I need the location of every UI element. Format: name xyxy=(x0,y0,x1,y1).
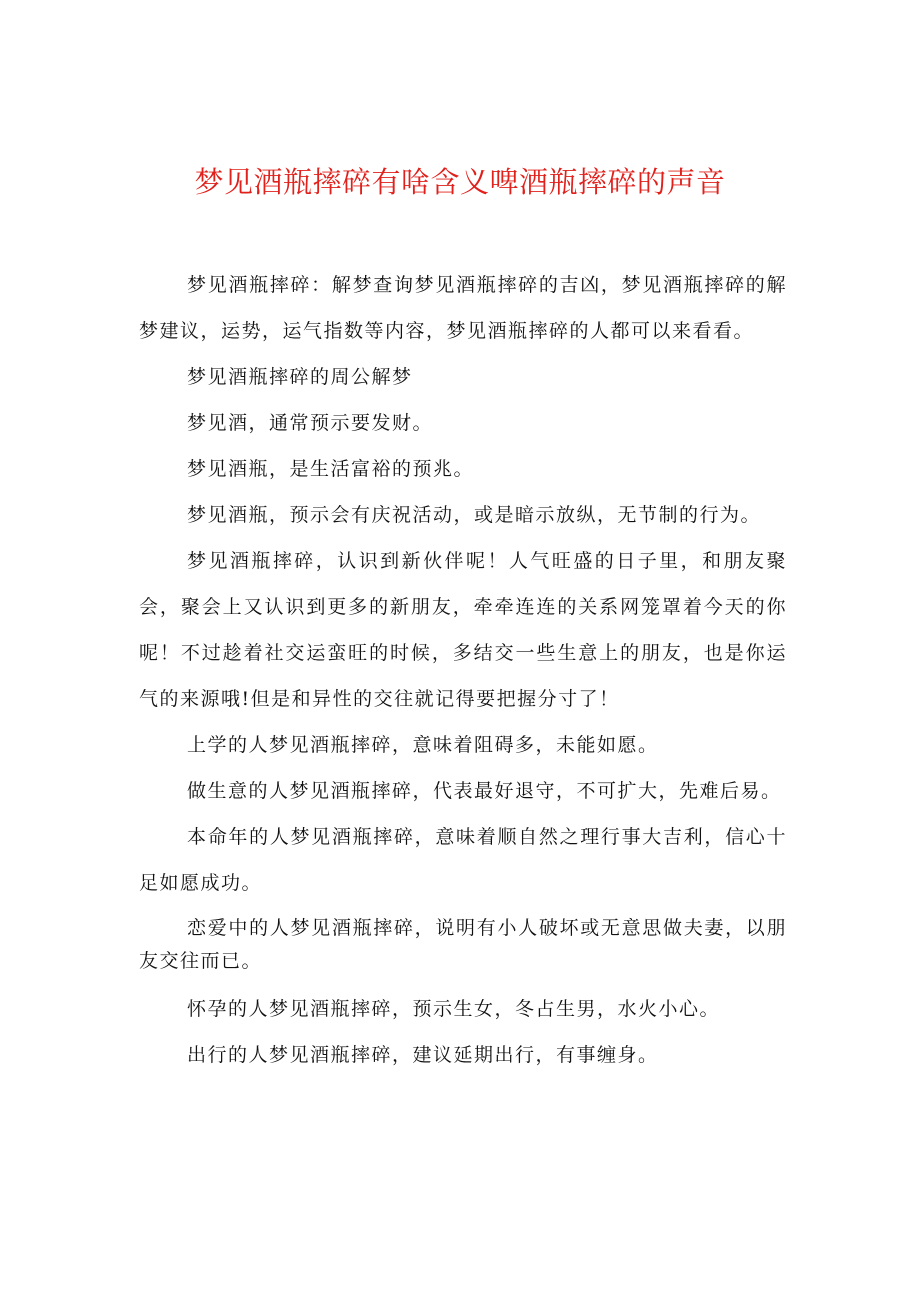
document-title: 梦见酒瓶摔碎有啥含义啤酒瓶摔碎的声音 xyxy=(194,165,726,199)
document-body xyxy=(139,262,787,1078)
paragraph-travel: 出行的人梦见酒瓶摔碎，建议延期出行，有事缠身。 xyxy=(187,1044,659,1066)
paragraph-business: 做生意的人梦见酒瓶摔碎，代表最好退守，不可扩大，先难后易。 xyxy=(187,780,782,802)
paragraph-wine-bottle: 梦见酒瓶，是生活富裕的预兆。 xyxy=(187,458,475,480)
paragraph-zodiac-year: 本命年的人梦见酒瓶摔碎，意味着顺自然之理行事大吉利，信心十足如愿成功。 xyxy=(139,826,787,894)
paragraph-celebration: 梦见酒瓶，预示会有庆祝活动，或是暗示放纵，无节制的行为。 xyxy=(187,504,762,526)
paragraph-intro: 梦见酒瓶摔碎：解梦查询梦见酒瓶摔碎的吉凶，梦见酒瓶摔碎的解梦建议，运势，运气指数等内容，梦见酒瓶摔碎的人都可以来看看。 xyxy=(139,274,787,342)
paragraph-in-love: 恋爱中的人梦见酒瓶摔碎，说明有小人破坏或无意思做夫妻，以朋友交往而已。 xyxy=(139,917,787,972)
paragraph-wine: 梦见酒，通常预示要发财。 xyxy=(187,412,434,434)
paragraph-student: 上学的人梦见酒瓶摔碎，意味着阻碍多，未能如愿。 xyxy=(187,734,659,756)
paragraph-pregnant: 怀孕的人梦见酒瓶摔碎，预示生女，冬占生男，水火小心。 xyxy=(187,998,721,1020)
paragraph-heading: 梦见酒瓶摔碎的周公解梦 xyxy=(187,366,413,388)
paragraph-new-friends: 梦见酒瓶摔碎，认识到新伙伴呢！人气旺盛的日子里，和朋友聚会，聚会上又认识到更多的新朋友，牵牵连连的关系网笼罩着今天的你呢！不过趁着社交运蛮旺的时候，多结交一些生意上的朋友，也是你运气的来源哦!但是和异性的交往就记得要把握分寸了！ xyxy=(139,550,787,710)
